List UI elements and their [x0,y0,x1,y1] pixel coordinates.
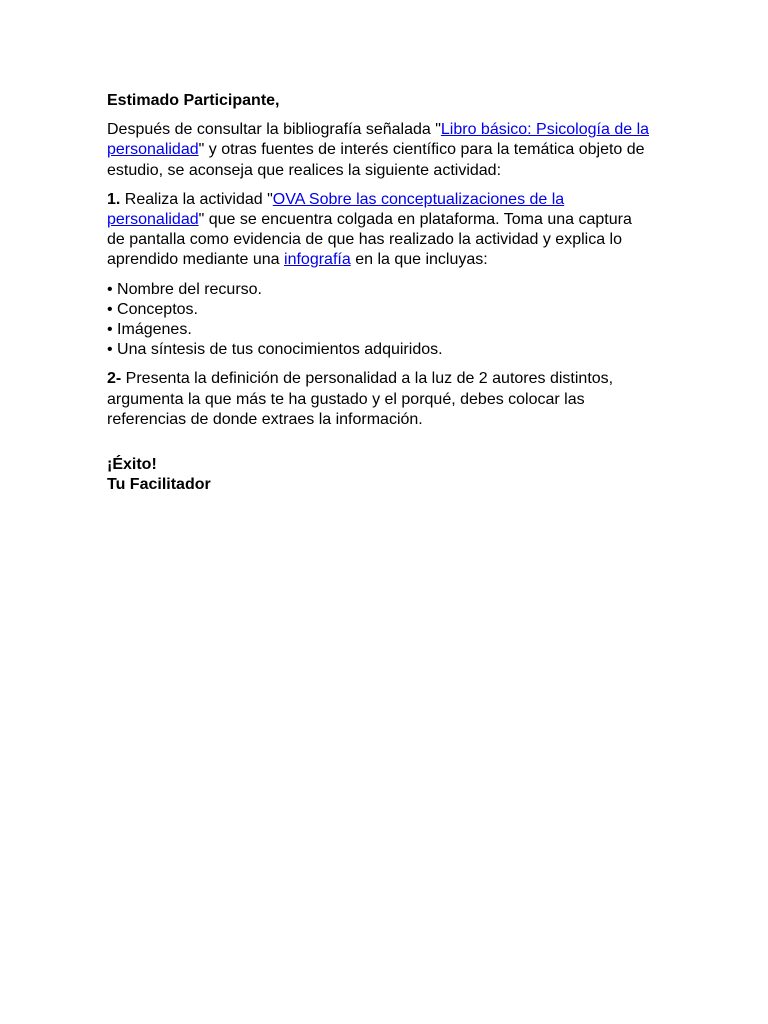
closing-exito: ¡Éxito! [107,456,157,474]
list-item: • Nombre del recurso. [107,280,262,298]
libro-basico-link[interactable]: Libro básico: Psicología de la personalidad [107,121,650,159]
activity-1-paragraph [107,190,652,271]
intro-text-after: " y otras fuentes de interés científico para la temática objeto de estudio, se aconseja que realices la siguiente actividad: [107,141,645,179]
activity-1-text-after: en la que incluyas: [350,251,488,269]
ova-link[interactable]: OVA Sobre las conceptualizaciones de la personalidad [107,190,565,229]
greeting: Estimado Participante, [107,92,280,109]
intro-text-before: Después de consultar la bibliografía señalada " [107,121,441,139]
document-body [107,91,652,495]
intro-paragraph [107,120,652,181]
list-item: • Imágenes. [107,321,192,339]
activity-1-text-middle: " que se encuentra colgada en plataforma. Toma una captura de pantalla como evidencia de que has realizado la actividad y explica lo aprendido mediante una [107,211,632,269]
activity-2-paragraph [107,369,652,430]
list-item: • Conceptos. [107,300,198,318]
activity-1-number: 1. [107,190,121,208]
bullet-list [107,280,652,361]
activity-1-text-before: Realiza la actividad " [120,190,273,208]
closing [107,455,652,495]
closing-facilitador: Tu Facilitador [107,476,211,494]
list-item: • Una síntesis de tus conocimientos adquiridos. [107,341,443,359]
activity-2-number: 2- [107,370,122,388]
activity-2-text: Presenta la definición de personalidad a la luz de 2 autores distintos, argumenta la que más te ha gustado y el porqué, debes colocar las referencias de donde extraes la información. [107,370,614,428]
infografia-link[interactable]: infografía [284,251,351,269]
